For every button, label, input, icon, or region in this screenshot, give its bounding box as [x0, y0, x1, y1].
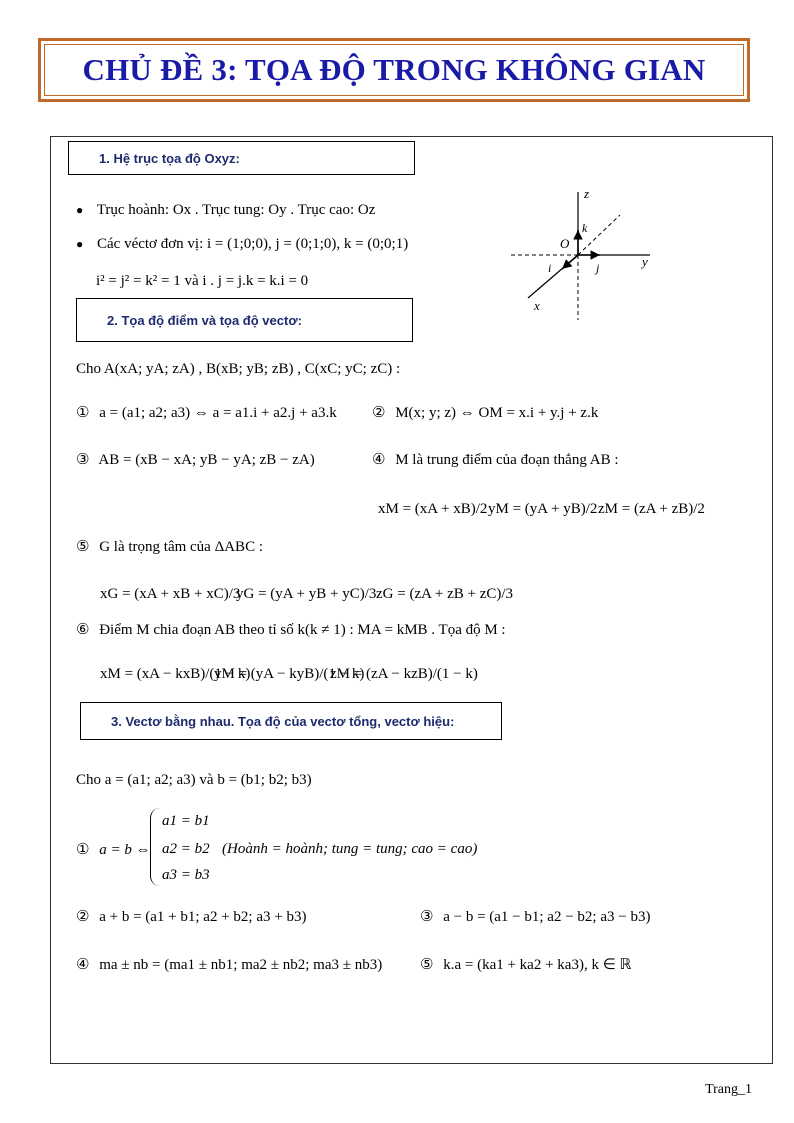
- s3-formula-2: [76, 907, 306, 926]
- formula-5-text: G là trọng tâm của ΔABC :: [99, 539, 263, 555]
- axes-text: Trục hoành: Ox . Trục tung: Oy . Trục cao: Oz: [96, 202, 376, 218]
- vector-difference: a − b = (a1 − b1; a2 − b2; a3 − b3): [443, 909, 651, 925]
- section-heading-1-label: 1. Hệ trục tọa độ Oxyz:: [99, 150, 240, 166]
- unit-vectors-text: Các véctơ đơn vị: i = (1;0;0), j = (0;1;0), k = (0;0;1): [97, 236, 409, 252]
- number-4: ④: [76, 955, 90, 973]
- scalar-multiple: k.a = (ka1 + ka2 + ka3), k ∈ ℝ: [443, 957, 632, 973]
- linear-combination: ma ± nb = (ma1 ± nb1; ma2 ± nb2; ma3 ± nb3): [99, 957, 383, 973]
- equal-vectors: a = b ⇔: [99, 842, 151, 858]
- formula-3: [76, 450, 315, 469]
- points-given: Cho A(xA; yA; zA) , B(xB; yB; zB) , C(xC; yC; zC) :: [76, 361, 401, 377]
- midpoint-x: xM = (xA + xB)/2: [378, 501, 488, 517]
- section-heading-1: [68, 141, 415, 175]
- identity-line: i² = j² = k² = 1 và i . j = j.k = k.i = 0: [96, 273, 309, 289]
- s3-formula-4: [76, 955, 382, 974]
- section-heading-3: [80, 702, 502, 740]
- vectors-given: Cho a = (a1; a2; a3) và b = (b1; b2; b3): [76, 772, 312, 788]
- y-label: y: [642, 254, 648, 269]
- midpoint-y: yM = (yA + yB)/2: [488, 501, 598, 517]
- division-x: xM = (xA − kxB)/(1 − k): [100, 666, 251, 682]
- system-line-3: a3 = b3: [162, 867, 210, 883]
- division-z: zM = (zA − kzB)/(1 − k): [330, 666, 478, 682]
- centroid-z: zG = (zA + zB + zC)/3: [376, 586, 514, 602]
- equality-note: (Hoành = hoành; tung = tung; cao = cao): [222, 841, 478, 857]
- formula-1: [76, 403, 337, 422]
- formula-4: [372, 450, 619, 469]
- j-label: j: [596, 261, 600, 275]
- midpoint-z: zM = (zA + zB)/2: [598, 501, 705, 517]
- number-1: ①: [76, 403, 90, 421]
- bullet-icon: ●: [76, 237, 84, 251]
- title-box: [38, 38, 750, 102]
- number-5: ⑤: [76, 537, 90, 555]
- bullet-icon: ●: [76, 203, 84, 217]
- formula-5: [76, 537, 263, 556]
- s3-formula-1: [76, 840, 151, 859]
- number-2: ②: [76, 907, 90, 925]
- number-1: ①: [76, 840, 90, 858]
- formula-2-text: M(x; y; z) ⇔ OM = x.i + y.j + z.k: [395, 405, 599, 421]
- s3-formula-5: [420, 955, 631, 974]
- page-number: Trang_1: [705, 1082, 752, 1097]
- number-5: ⑤: [420, 955, 434, 973]
- number-3: ③: [76, 450, 90, 468]
- axes-diagram: [500, 180, 680, 320]
- number-6: ⑥: [76, 620, 90, 638]
- section-heading-2-label: 2. Tọa độ điểm và tọa độ vectơ:: [107, 312, 302, 328]
- vector-sum: a + b = (a1 + b1; a2 + b2; a3 + b3): [99, 909, 307, 925]
- centroid-y: yG = (yA + yB + yC)/3: [236, 586, 377, 602]
- centroid-x: xG = (xA + xB + xC)/3: [100, 586, 241, 602]
- formula-2: [372, 403, 598, 422]
- z-label: z: [584, 186, 590, 201]
- formula-4-text: M là trung điểm của đoạn thẳng AB :: [395, 452, 619, 468]
- k-label: k: [582, 221, 588, 235]
- s3-formula-3: [420, 907, 650, 926]
- formula-6: [76, 620, 506, 639]
- number-2: ②: [372, 403, 386, 421]
- formula-3-text: AB = (xB − xA; yB − yA; zB − zA): [98, 452, 315, 468]
- axes-line: [76, 201, 375, 219]
- formula-1-text: a = (a1; a2; a3) ⇔ a = a1.i + a2.j + a3.k: [99, 405, 337, 421]
- origin-label: O: [560, 236, 570, 251]
- system-line-1: a1 = b1: [162, 813, 210, 829]
- formula-6-text: Điểm M chia đoạn AB theo tỉ số k(k ≠ 1) : MA = kMB . Tọa độ M :: [99, 622, 506, 638]
- x-label: x: [534, 298, 540, 313]
- system-line-2: a2 = b2: [162, 841, 210, 857]
- number-3: ③: [420, 907, 434, 925]
- unit-vectors-line: [76, 235, 408, 253]
- i-vector: [562, 255, 578, 269]
- i-label: i: [548, 261, 552, 275]
- section-heading-2: [76, 298, 413, 342]
- page-title: CHỦ ĐỀ 3: TỌA ĐỘ TRONG KHÔNG GIAN: [82, 52, 706, 87]
- division-y: yM = (yA − kyB)/(1 − k): [214, 666, 365, 682]
- section-heading-3-label: 3. Vectơ bằng nhau. Tọa độ của vectơ tổng, vectơ hiệu:: [111, 713, 455, 729]
- number-4: ④: [372, 450, 386, 468]
